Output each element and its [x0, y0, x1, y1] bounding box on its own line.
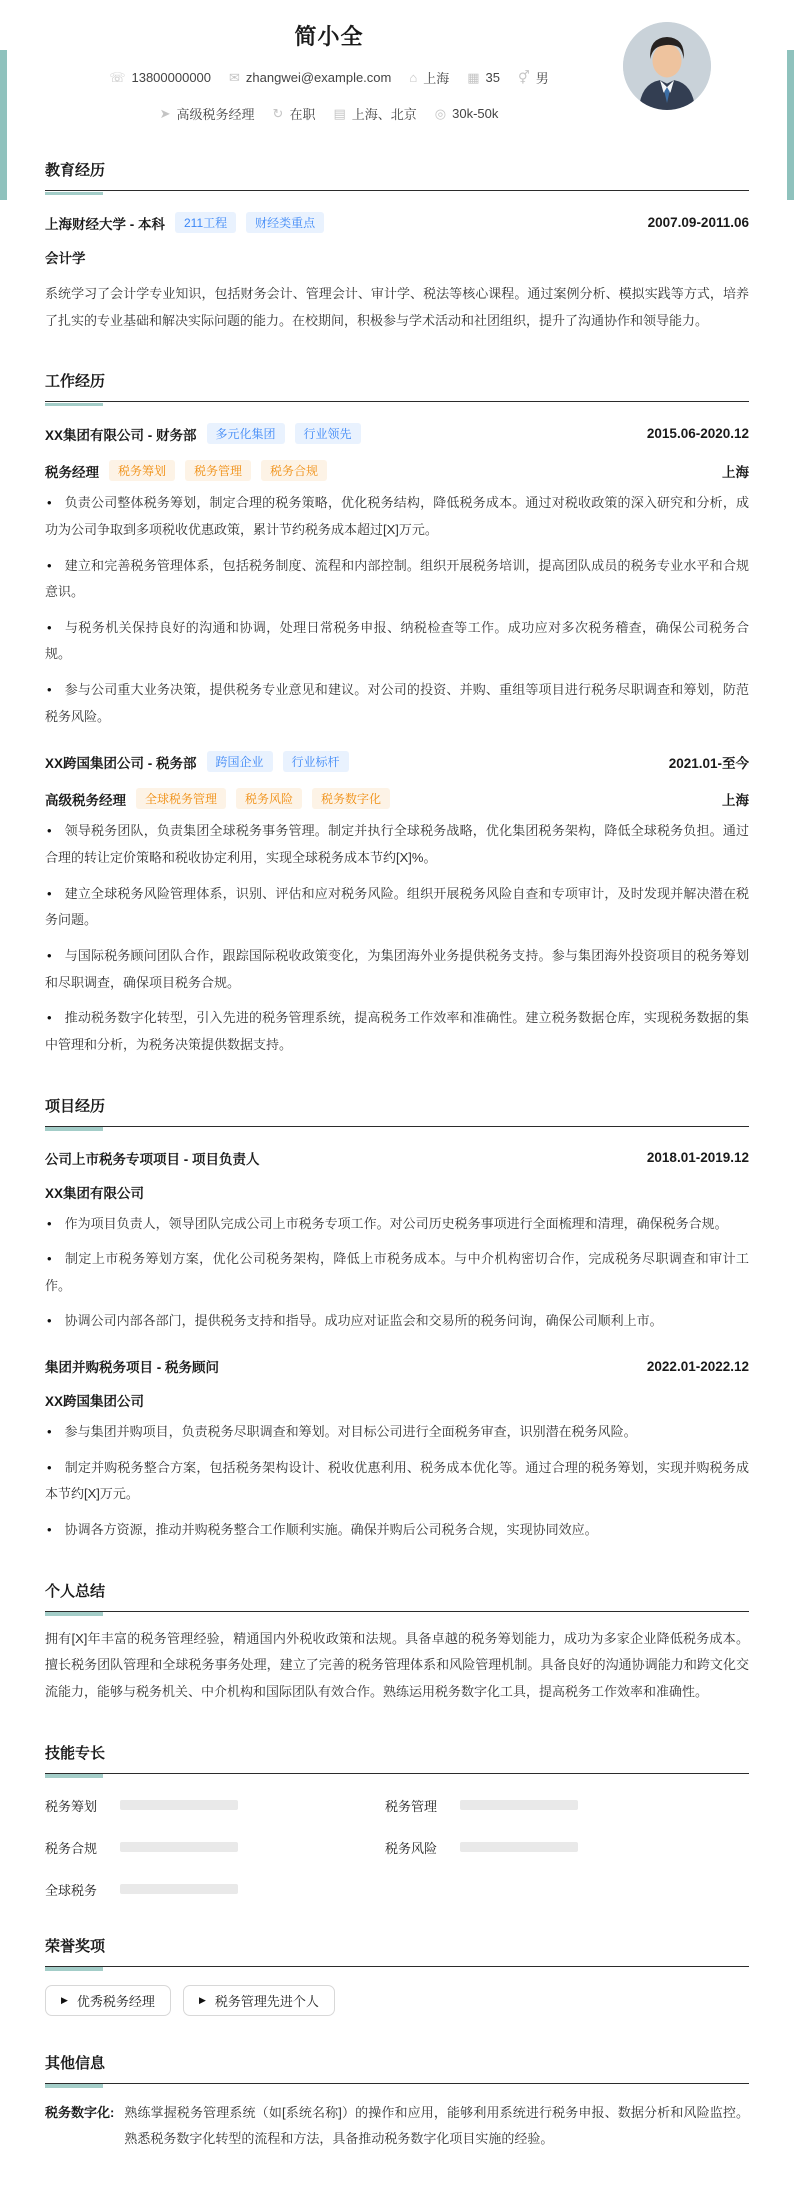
education-date: 2007.09-2011.06: [647, 215, 749, 230]
education-tag: 财经类重点: [246, 212, 324, 233]
project-left: [45, 1148, 647, 1168]
company-tag: 多元化集团: [207, 423, 285, 444]
summary-section-title: 个人总结: [45, 1580, 749, 1612]
role-left: [45, 788, 722, 809]
skill-name: 税务风险: [385, 1840, 438, 1856]
company-tag: 跨国企业: [207, 751, 273, 772]
company-tag: 行业标杆: [283, 751, 349, 772]
projects-section-title: 项目经历: [45, 1095, 749, 1127]
avatar-illustration: [623, 22, 711, 110]
city-value: 上海: [423, 71, 450, 86]
left-accent-bar: [0, 50, 7, 200]
work-left: [45, 751, 669, 772]
project-left: [45, 1356, 647, 1376]
other-section-title: 其他信息: [45, 2052, 749, 2084]
work-location: 上海: [722, 792, 749, 808]
role-tag: 税务管理: [185, 460, 251, 481]
skill-item: [385, 1838, 749, 1857]
education-section-title: 教育经历: [45, 159, 749, 191]
role-tag: 税务筹划: [109, 460, 175, 481]
project-company: XX跨国集团公司: [45, 1394, 145, 1410]
contact-row-2: [45, 104, 613, 123]
skills-grid: [45, 1796, 749, 1899]
summary-text: 拥有[X]年丰富的税务管理经验，精通国内外税收政策和法规。具备卓越的税务筹划能力，成功为多家企业降低税务成本。擅长税务团队管理和全球税务事务处理，建立了完善的税务管理体系和风险管理机制。具备良好的沟通协调能力和跨文化交流能力，能够与税务机关、中介机构和国际团队有效合作。熟练运用税务数字化工具，提高税务工作效率和准确性。: [45, 1630, 749, 1699]
work-section-title: 工作经历: [45, 370, 749, 402]
work-bullet: • 与国际税务顾问团队合作，跟踪国际税收政策变化，为集团海外业务提供税务支持。参与集团海外投资项目的税务筹划和尽职调查，确保项目税务合规。: [45, 943, 749, 996]
work-entry: [45, 423, 749, 730]
salary-icon: ◎: [434, 105, 447, 121]
gender-icon: ⚥: [518, 69, 530, 85]
project-bullet: • 制定并购税务整合方案，包括税务架构设计、税收优惠利用、税务成本优化等。通过合理的税务筹划，实现并购税务成本节约[X]万元。: [45, 1455, 749, 1508]
project-header-row: [45, 1148, 749, 1168]
work-header-row: [45, 751, 749, 772]
school-name: 上海财经大学 - 本科: [45, 216, 165, 232]
education-description: 系统学习了会计学专业知识，包括财务会计、管理会计、审计学、税法等核心课程。通过案例分析、模拟实践等方式，培养了扎实的专业基础和解决实际问题的能力。在校期间，积极参与学术活动和社团组织，提升了沟通协作和领导能力。: [45, 286, 749, 328]
skill-bar: [460, 1842, 578, 1852]
role-tag: 税务数字化: [312, 788, 390, 809]
bullet-dot-icon: •: [47, 1251, 52, 1267]
honors-section-title: 荣誉奖项: [45, 1935, 749, 1967]
bullet-dot-icon: •: [47, 619, 52, 635]
work-date: 2021.01-至今: [668, 755, 749, 771]
education-left: [45, 212, 648, 233]
age-value: 35: [485, 70, 500, 85]
honors-list: [45, 1985, 749, 2016]
work-bullet: • 建立和完善税务管理体系，包括税务制度、流程和内部控制。组织开展税务培训，提高团队成员的税务专业水平和合规意识。: [45, 553, 749, 606]
candidate-name: 简小全: [294, 24, 364, 49]
skill-bar: [460, 1800, 578, 1810]
honor-label: 优秀税务经理: [76, 1993, 155, 2009]
avatar: [623, 22, 711, 110]
skill-item: [45, 1880, 385, 1899]
skills-section-title: 技能专长: [45, 1742, 749, 1774]
project-bullet: • 协调公司内部各部门，提供税务支持和指导。成功应对证监会和交易所的税务问询，确保公司顺利上市。: [45, 1308, 749, 1335]
skill-name: 税务管理: [385, 1798, 438, 1814]
skill-bar: [120, 1884, 238, 1894]
target-cities-item: [333, 104, 416, 123]
work-role-row: [45, 788, 749, 809]
other-info-label: 税务数字化:: [45, 2104, 115, 2120]
skill-item: [45, 1838, 385, 1857]
cities-icon: ▤: [333, 105, 346, 121]
position-icon: ➤: [159, 105, 171, 121]
skill-item: [45, 1796, 385, 1815]
gender-value: 男: [535, 71, 549, 86]
section-summary: [45, 1580, 749, 1706]
role-tag: 税务合规: [261, 460, 327, 481]
work-bullet: • 领导税务团队，负责集团全球税务事务管理。制定并执行全球税务战略，优化集团税务架构，降低全球税务负担。通过合理的转让定价策略和税收协定利用，实现全球税务成本节约[X]%。: [45, 818, 749, 871]
city-item: [409, 68, 449, 87]
job-status-item: [273, 104, 316, 123]
project-bullet: • 协调各方资源，推动并购税务整合工作顺利实施。确保并购后公司税务合规，实现协同效应。: [45, 1517, 749, 1544]
bullet-dot-icon: •: [47, 1313, 52, 1329]
role-tag: 税务风险: [236, 788, 302, 809]
bullet-dot-icon: •: [47, 1522, 52, 1538]
company-name: XX跨国集团公司 - 税务部: [45, 755, 197, 771]
project-company: XX集团有限公司: [45, 1185, 145, 1201]
triangle-right-icon: ▶: [198, 1994, 206, 2005]
position-item: [160, 104, 255, 123]
right-accent-bar: [787, 50, 794, 200]
section-education: [45, 159, 749, 334]
education-tag: 211工程: [175, 212, 236, 233]
work-location: 上海: [722, 464, 749, 480]
section-other: [45, 2052, 749, 2153]
role-left: [45, 460, 722, 481]
section-skills: [45, 1742, 749, 1899]
bullet-dot-icon: •: [47, 1459, 52, 1475]
company-name: XX集团有限公司 - 财务部: [45, 427, 197, 443]
project-date: 2022.01-2022.12: [646, 1358, 749, 1374]
project-title: 集团并购税务项目 - 税务顾问: [45, 1360, 219, 1376]
honor-badge-button[interactable]: [45, 1985, 171, 2016]
work-header-row: [45, 423, 749, 444]
honor-badge-button[interactable]: [183, 1985, 335, 2016]
education-entry: [45, 212, 749, 334]
skill-name: 全球税务: [45, 1882, 98, 1898]
company-tag: 行业领先: [295, 423, 361, 444]
section-honors: [45, 1935, 749, 2016]
project-header-row: [45, 1356, 749, 1376]
work-bullet: • 参与公司重大业务决策，提供税务专业意见和建议。对公司的投资、并购、重组等项目进行税务尽职调查和筹划，防范税务风险。: [45, 677, 749, 730]
job-status-value: 在职: [289, 107, 316, 122]
skill-item: [385, 1796, 749, 1815]
phone-item: [109, 70, 211, 86]
role-name: 税务经理: [45, 464, 99, 480]
position-value: 高级税务经理: [176, 107, 255, 122]
bullet-dot-icon: •: [47, 947, 52, 963]
work-bullet: • 负责公司整体税务筹划，制定合理的税务策略，优化税务结构，降低税务成本。通过对税收政策的深入研究和分析，成功为公司争取到多项税收优惠政策，累计节约税务成本超过[X]万元。: [45, 490, 749, 543]
salary-item: [435, 106, 499, 122]
role-tag: 全球税务管理: [136, 788, 226, 809]
education-major: 会计学: [45, 251, 86, 266]
work-bullet: • 建立全球税务风险管理体系，识别、评估和应对税务风险。组织开展税务风险自查和专项审计，及时发现并解决潜在税务问题。: [45, 881, 749, 934]
skill-name: 税务合规: [45, 1840, 98, 1856]
work-date: 2015.06-2020.12: [646, 426, 749, 442]
project-bullet: • 制定上市税务筹划方案，优化公司税务架构，降低上市税务成本。与中介机构密切合作，完成税务尽职调查和审计工作。: [45, 1246, 749, 1299]
honor-label: 税务管理先进个人: [214, 1993, 319, 2009]
target-cities-value: 上海、北京: [351, 107, 417, 122]
email-value: zhangwei@example.com: [245, 70, 392, 85]
bullet-dot-icon: •: [47, 885, 52, 901]
work-left: [45, 423, 647, 444]
email-icon: ✉: [229, 69, 240, 85]
salary-value: 30k-50k: [452, 106, 499, 121]
bullet-dot-icon: •: [47, 1424, 52, 1440]
project-bullet: • 作为项目负责人，领导团队完成公司上市税务专项工作。对公司历史税务事项进行全面梳理和清理，确保税务合规。: [45, 1211, 749, 1238]
project-entry: [45, 1356, 749, 1544]
work-bullet: • 推动税务数字化转型，引入先进的税务管理系统，提高税务工作效率和准确性。建立税务数据仓库，实现税务数据的集中管理和分析，为税务决策提供数据支持。: [45, 1005, 749, 1058]
phone-value: 13800000000: [131, 70, 212, 85]
other-info-text: 熟练掌握税务管理系统（如[系统名称]）的操作和应用，能够利用系统进行税务申报、数据分析和风险监控。熟悉税务数字化转型的流程和方法，具备推动税务数字化项目实施的经验。: [124, 2104, 749, 2147]
gender-item: [518, 68, 549, 87]
phone-icon: ☏: [109, 69, 126, 85]
section-work: [45, 370, 749, 1058]
skill-bar: [120, 1800, 238, 1810]
work-bullet: • 与税务机关保持良好的沟通和协调，处理日常税务申报、纳税检查等工作。成功应对多次税务稽查，确保公司税务合规。: [45, 615, 749, 668]
skill-bar: [120, 1842, 238, 1852]
location-icon: ⌂: [409, 70, 418, 85]
section-projects: [45, 1095, 749, 1544]
education-header-row: [45, 212, 749, 233]
project-bullet: • 参与集团并购项目，负责税务尽职调查和筹划。对目标公司进行全面税务审查，识别潜在税务风险。: [45, 1419, 749, 1446]
project-date: 2018.01-2019.12: [646, 1150, 749, 1166]
project-title: 公司上市税务专项项目 - 项目负责人: [45, 1151, 260, 1167]
skill-name: 税务筹划: [45, 1798, 98, 1814]
status-icon: ↻: [272, 105, 284, 121]
bullet-dot-icon: •: [47, 682, 52, 698]
header-main: [45, 16, 613, 123]
contact-row-1: [45, 68, 613, 87]
other-info-block: [45, 2100, 749, 2153]
bullet-dot-icon: •: [47, 495, 52, 511]
age-icon: ▦: [467, 69, 480, 85]
bullet-dot-icon: •: [47, 1010, 52, 1026]
role-name: 高级税务经理: [45, 792, 126, 808]
resume-header: [45, 16, 749, 123]
email-item: [229, 70, 391, 86]
work-entry: [45, 751, 749, 1058]
project-entry: [45, 1148, 749, 1336]
bullet-dot-icon: •: [47, 1215, 52, 1231]
bullet-dot-icon: •: [47, 823, 52, 839]
work-role-row: [45, 460, 749, 481]
triangle-right-icon: ▶: [61, 1994, 68, 2005]
age-item: [467, 70, 500, 86]
bullet-dot-icon: •: [47, 557, 52, 573]
